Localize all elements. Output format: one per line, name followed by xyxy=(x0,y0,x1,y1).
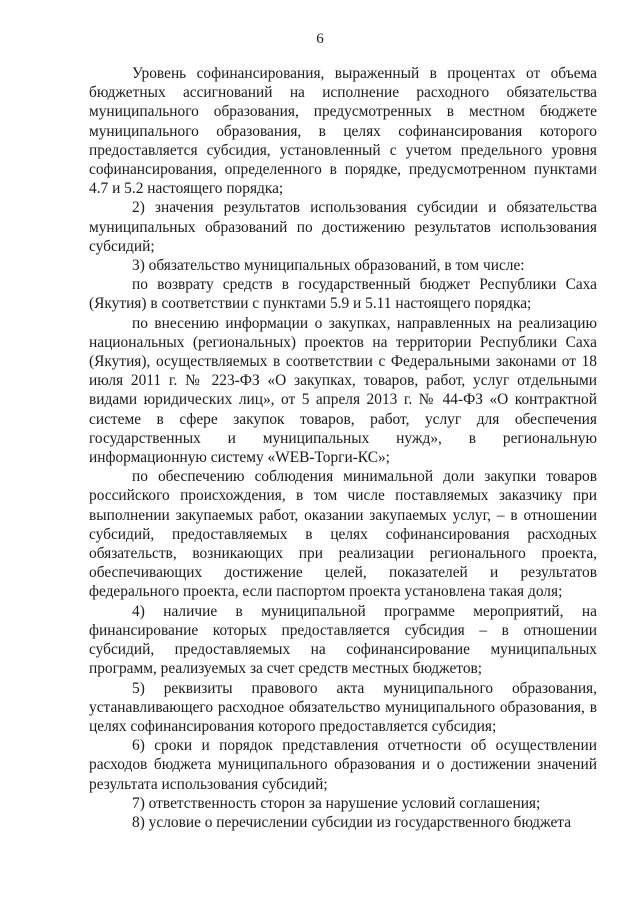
page-number: 6 xyxy=(316,31,324,47)
paragraph-russian-goods-share: по обеспечению соблюдения минимальной доли закупки товаров российского происхождения, в том числе поставляемых заказчику при выполнении закупаемых работ, оказании закупаемых услуг, – в отношении субсидий, предоставляемых в целях софинансирования расходных обязательств, возникающих при реализации регионального проекта, обеспечивающих достижение целей, показателей и результатов федерального проекта, если паспортом проекта установлена такая доля; xyxy=(89,468,597,601)
paragraph-item-7: 7) ответственность сторон за нарушение условий соглашения; xyxy=(132,794,541,812)
paragraph-return-funds: по возврату средств в государственный бюджет Республики Саха (Якутия) в соответствии с пунктами 5.9 и 5.11 настоящего порядка; xyxy=(89,276,597,313)
paragraph-item-6: 6) сроки и порядок представления отчетности об осуществлении расходов бюджета муниципального образования и о достижении значений результата использования субсидий; xyxy=(89,737,597,793)
paragraph-item-8: 8) условие о перечислении субсидии из государственного бюджета xyxy=(132,813,572,831)
paragraph-cofinancing-level: Уровень софинансирования, выраженный в процентах от объема бюджетных ассигнований на исполнение расходного обязательства муниципального образования, предусмотренных в местном бюджете муниципального образования, в целях софинансирования которого предоставляется субсидия, установленный с учетом предельного уровня софинансирования, определенного в порядке, предусмотренном пунктами 4.7 и 5.2 настоящего порядка; xyxy=(89,65,597,198)
paragraph-procurement-info: по внесению информации о закупках, направленных на реализацию национальных (региональных) проектов на территории Республики Саха (Якутия), осуществляемых в соответствии с Федеральными законами от 18 июля 2011 г. № 223-ФЗ «О закупках, товаров, работ, услуг отдельными видами юридических лиц», от 5 апреля 2013 г. № 44-ФЗ «О контрактной системе в сфере закупок товаров, работ, услуг для обеспечения государственных и муниципальных нужд», в региональную информационную систему «WEB-Торги-КС»; xyxy=(89,314,597,467)
paragraph-item-4: 4) наличие в муниципальной программе мероприятий, на финансирование которых предоставляется субсидия – в отношении субсидий, предоставляемых на софинансирование муниципальных программ, реализуемых за счет средств местных бюджетов; xyxy=(89,602,597,678)
paragraph-item-3: 3) обязательство муниципальных образований, в том числе: xyxy=(132,257,525,275)
document-body xyxy=(89,64,597,832)
paragraph-item-2: 2) значения результатов использования субсидии и обязательства муниципальных образований по достижению результатов использования субсидий; xyxy=(89,199,597,255)
paragraph-item-5: 5) реквизиты правового акта муниципального образования, устанавливающего расходное обязательство муниципального образования, в целях софинансирования которого предоставляется субсидия; xyxy=(89,679,597,735)
